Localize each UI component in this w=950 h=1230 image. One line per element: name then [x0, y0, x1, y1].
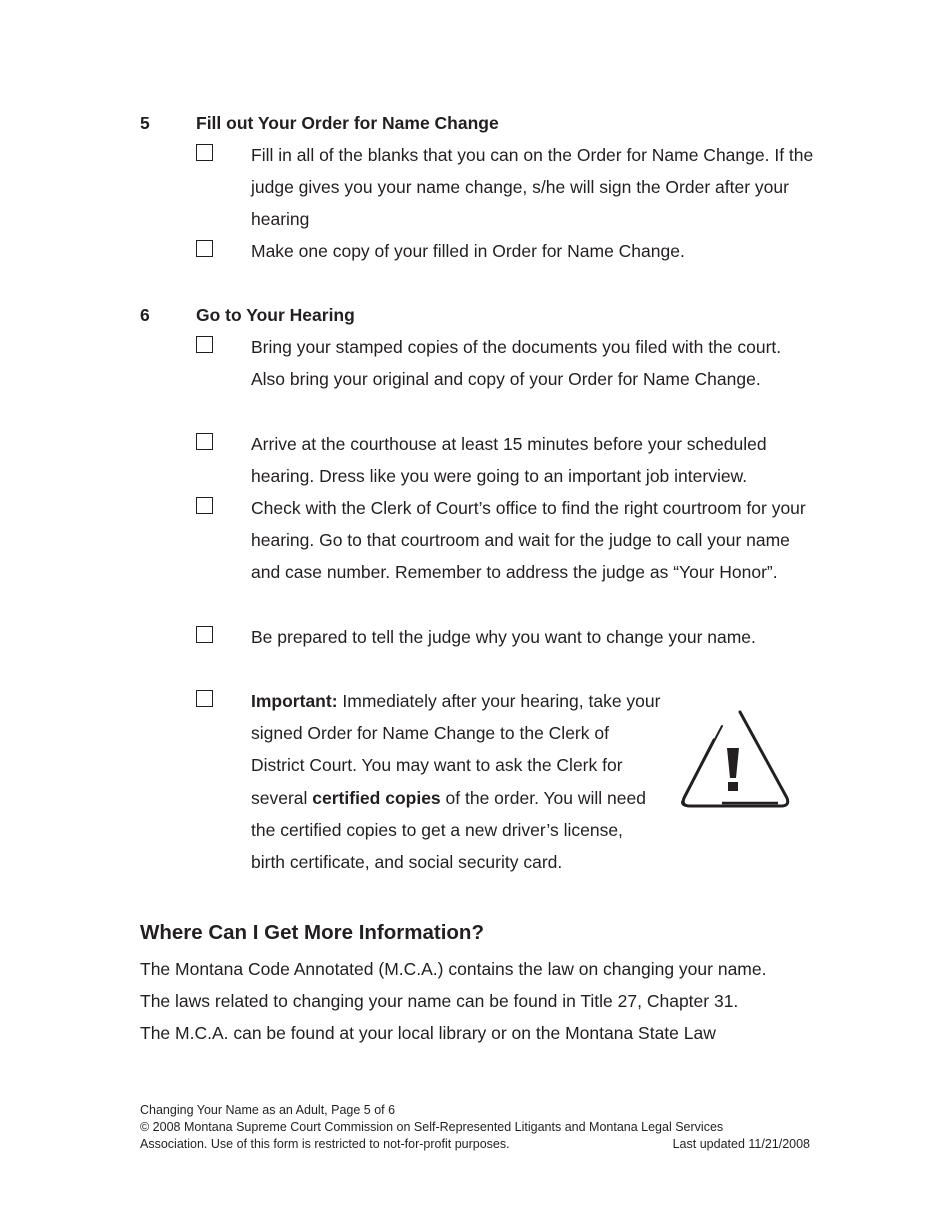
checkbox[interactable] — [196, 433, 213, 450]
paragraph-line: The laws related to changing your name can be found in Title 27, Chapter 31. — [140, 991, 739, 1011]
step-6-heading — [140, 305, 355, 325]
checkbox[interactable] — [196, 497, 213, 514]
checklist-item-text: Check with the Clerk of Court’s office to find the right courtroom for your hearing. Go to that courtroom and wait for the judge to call your name and case number. Remember to address the judge as “Your Honor”. — [251, 498, 806, 583]
checklist-item — [196, 139, 816, 236]
checklist-item-text: Be prepared to tell the judge why you want to change your name. — [251, 627, 756, 647]
important-label: Important: — [251, 691, 338, 711]
checkbox[interactable] — [196, 336, 213, 353]
checkbox[interactable] — [196, 626, 213, 643]
certified-copies-emphasis: certified copies — [312, 787, 441, 808]
footer-copyright: © 2008 Montana Supreme Court Commission on Self-Represented Litigants and Montana Legal Services — [140, 1120, 724, 1134]
checkbox[interactable] — [196, 240, 213, 257]
footer-copyright-row — [140, 1136, 820, 1153]
checklist-item — [196, 492, 816, 589]
checklist-item-text: Fill in all of the blanks that you can on the Order for Name Change. If the judge gives you your name change, s/he will sign the Order after your hearing — [251, 145, 814, 230]
checklist-item — [196, 428, 816, 492]
checklist-item-text: Make one copy of your filled in Order for Name Change. — [251, 241, 685, 261]
more-info-paragraph — [140, 953, 830, 1049]
checklist-item — [196, 235, 816, 267]
step-5-heading — [140, 113, 499, 133]
paragraph-line: The M.C.A. can be found at your local library or on the Montana State Law — [140, 1023, 716, 1043]
step-title: Go to Your Hearing — [196, 305, 355, 325]
important-text-after: of the order. You will need the certified copies to get a new driver’s license, birth certificate, and social security card. — [251, 787, 646, 873]
section-heading: Where Can I Get More Information? — [140, 921, 484, 944]
checklist-item — [196, 621, 816, 653]
footer-copyright-continued: Association. Use of this form is restricted to not-for-profit purposes. — [140, 1137, 510, 1151]
important-text-before: Immediately after your hearing, take your signed Order for Name Change to the Clerk of District Court. You may want to ask the Clerk for several — [251, 691, 661, 808]
checklist-item-text: Bring your stamped copies of the documents you filed with the court. Also bring your original and copy of your Order for Name Change. — [251, 337, 782, 390]
warning-triangle-icon — [678, 706, 790, 814]
checkbox[interactable] — [196, 690, 213, 707]
footer-page-label: Changing Your Name as an Adult, Page 5 of 6 — [140, 1103, 396, 1117]
checkbox[interactable] — [196, 144, 213, 161]
page-footer — [140, 1102, 820, 1153]
step-title: Fill out Your Order for Name Change — [196, 113, 499, 133]
step-number: 5 — [140, 113, 150, 133]
important-note-text — [251, 685, 661, 878]
checklist-item-text: Arrive at the courthouse at least 15 minutes before your scheduled hearing. Dress like you were going to an important job interview. — [251, 434, 767, 487]
paragraph-line: The Montana Code Annotated (M.C.A.) contains the law on changing your name. — [140, 959, 767, 979]
step-number: 6 — [140, 305, 150, 325]
footer-last-updated: Last updated 11/21/2008 — [672, 1137, 810, 1151]
checklist-item — [196, 331, 816, 395]
